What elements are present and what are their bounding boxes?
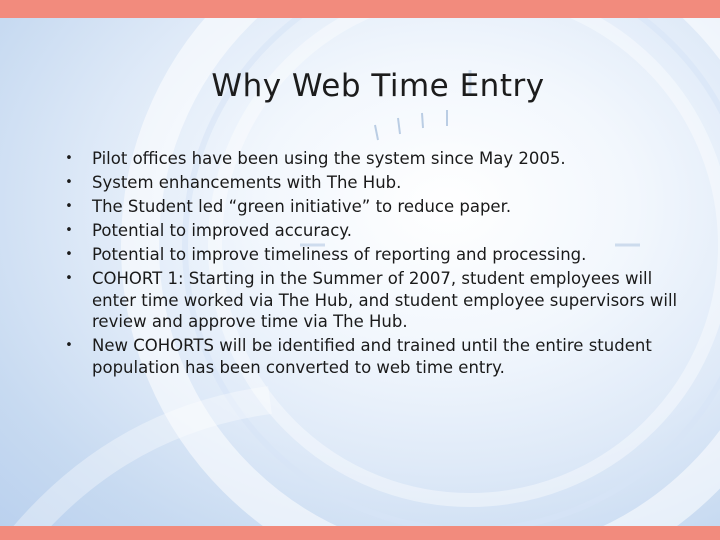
bullet-icon: •	[65, 223, 73, 238]
bottom-accent-band	[0, 526, 720, 540]
top-accent-band	[0, 0, 720, 18]
bullet-text: Potential to improve timeliness of reporting and processing.	[92, 245, 587, 264]
bullet-item	[60, 148, 680, 170]
bullet-icon: •	[65, 247, 73, 262]
bullet-item	[60, 244, 680, 266]
bullet-list	[60, 148, 680, 381]
bullet-item	[60, 220, 680, 242]
bullet-text: Potential to improved accuracy.	[92, 221, 352, 240]
slide-title: Why Web Time Entry	[211, 68, 545, 104]
bullet-text: System enhancements with The Hub.	[92, 173, 402, 192]
bullet-icon: •	[65, 338, 73, 353]
bullet-text: The Student led “green initiative” to reduce paper.	[92, 197, 512, 216]
bullet-text: New COHORTS will be identified and trained until the entire student population has been converted to web time entry.	[92, 336, 652, 377]
bullet-item	[60, 196, 680, 218]
bullet-icon: •	[65, 199, 73, 214]
bullet-text: Pilot offices have been using the system since May 2005.	[92, 149, 566, 168]
bullet-item	[60, 335, 680, 378]
bullet-item	[60, 268, 680, 333]
bullet-icon: •	[65, 271, 73, 286]
bullet-item	[60, 172, 680, 194]
bullet-icon: •	[65, 175, 73, 190]
bullet-text: COHORT 1: Starting in the Summer of 2007, student employees will enter time worked via The Hub, and student employee supervisors will review and approve time via The Hub.	[92, 269, 678, 331]
bullet-icon: •	[65, 151, 73, 166]
